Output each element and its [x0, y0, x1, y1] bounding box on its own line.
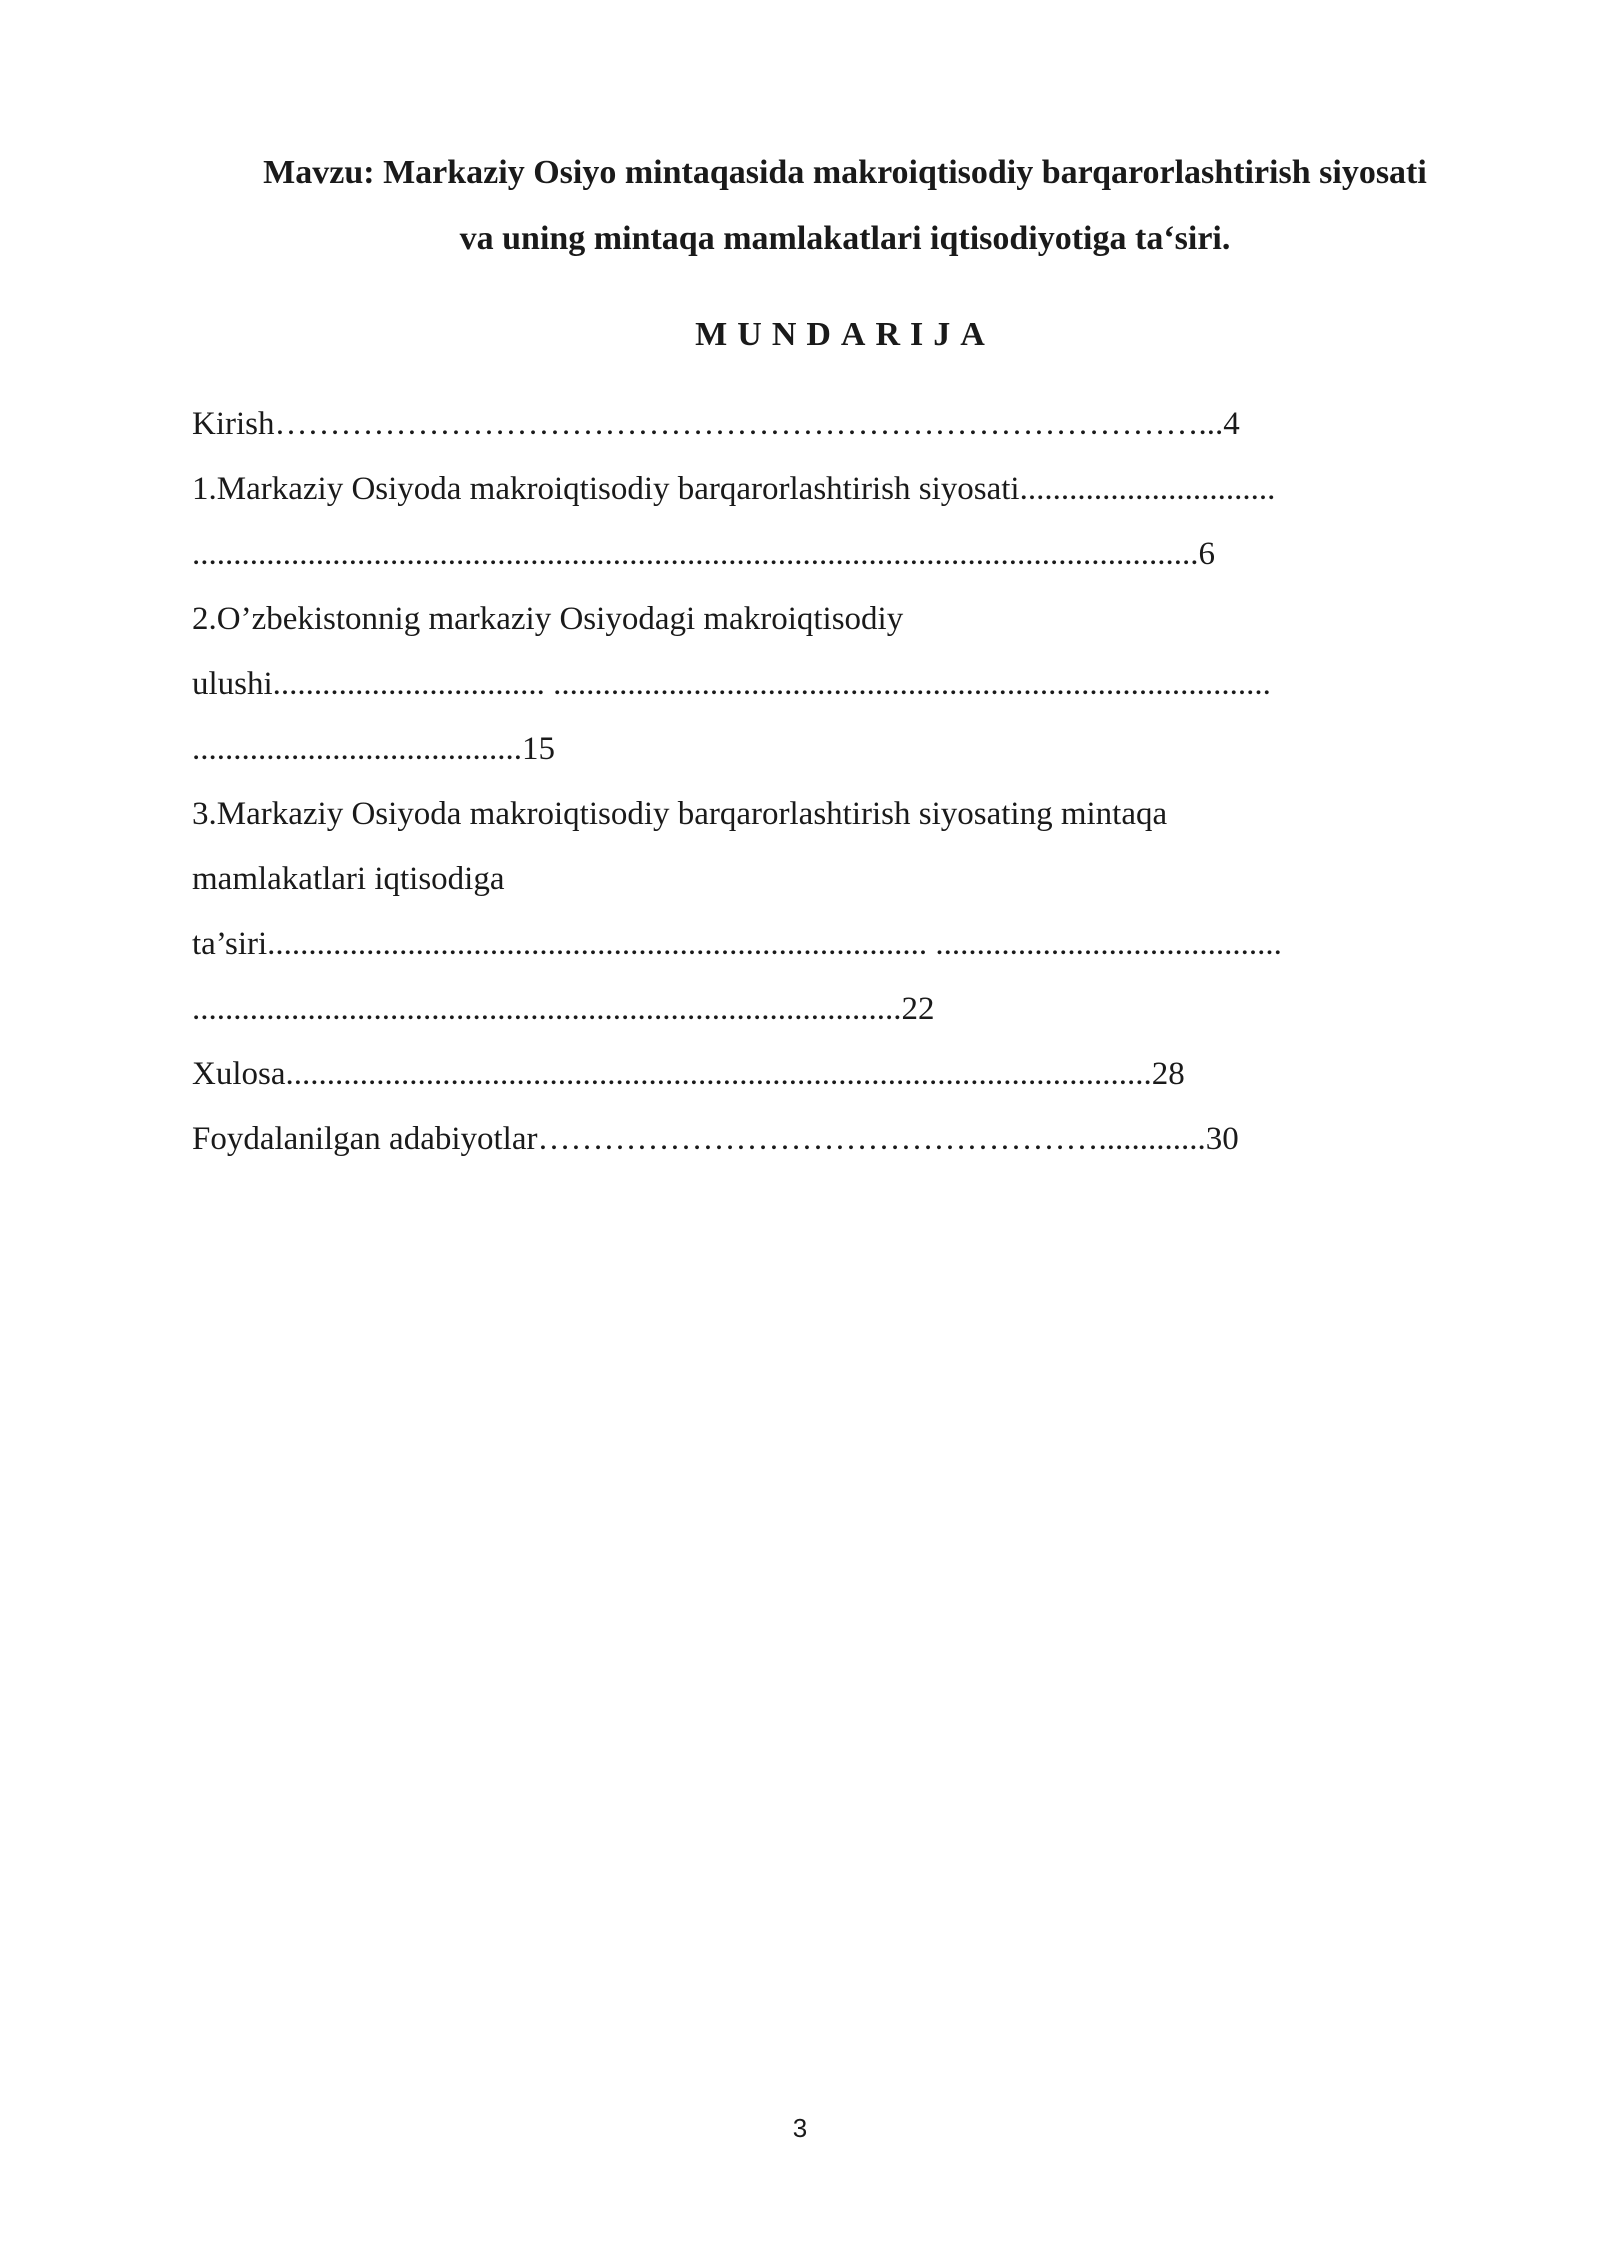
toc-entry-3-line-1: 3.Markaziy Osiyoda makroiqtisodiy barqarorlashtirish siyosating mintaqa: [192, 796, 1168, 832]
toc-entry-3-line-3: ta’siri................................................................................ ..........................................: [192, 926, 1282, 962]
toc-entry-1-line-1: 1.Markaziy Osiyoda makroiqtisodiy barqarorlashtirish siyosati...............................: [192, 471, 1276, 507]
toc-entry-2-line-3: ........................................15: [192, 731, 555, 767]
page-number: 3: [792, 2113, 808, 2143]
toc-entry-xulosa: Xulosa.........................................................................................................28: [192, 1056, 1185, 1092]
toc-entry-2-line-1: 2.O’zbekistonnig markaziy Osiyodagi makroiqtisodiy: [192, 601, 904, 637]
toc-entry-3-line-2: mamlakatlari iqtisodiga: [192, 861, 505, 897]
toc-entry-1-line-2: ..........................................................................................................................6: [192, 536, 1215, 572]
toc-entry-kirish: Kirish…………………………………………………………………………...4: [192, 406, 1240, 442]
table-of-contents-heading: MUNDARIJA: [695, 316, 995, 353]
toc-entry-3-line-4: ......................................................................................22: [192, 991, 935, 1027]
document-title-line-2: va uning mintaqa mamlakatlari iqtisodiyotiga ta‘siri.: [459, 220, 1231, 257]
toc-entry-2-line-2: ulushi................................. .......................................................................................: [192, 666, 1271, 702]
toc-entry-foydalanilgan-adabiyotlar: Foydalanilgan adabiyotlar…………………………………………….............30: [192, 1121, 1239, 1157]
document-title-line-1: Mavzu: Markaziy Osiyo mintaqasida makroiqtisodiy barqarorlashtirish siyosati: [263, 154, 1427, 191]
